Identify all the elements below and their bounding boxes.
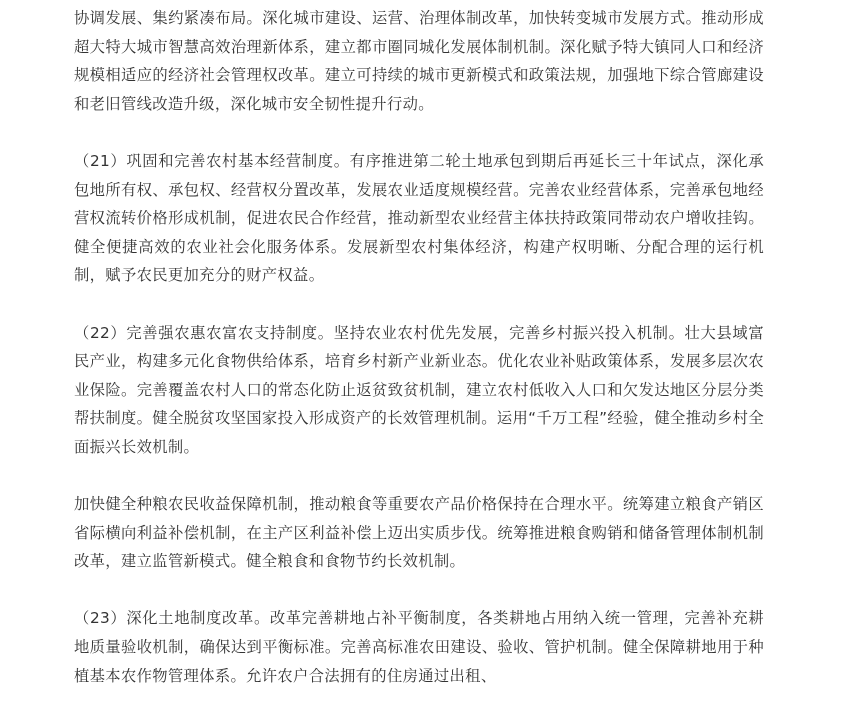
paragraph-grain-income: 加快健全种粮农民收益保障机制，推动粮食等重要农产品价格保持在合理水平。统筹建立粮食产销区省际横向利益补偿机制，在主产区利益补偿上迈出实质步伐。统筹推进粮食购销和储备管理体制机制改革，建立监管新模式。健全粮食和食物节约长效机制。 [74, 495, 764, 571]
paragraph-23-land-reform: （23）深化土地制度改革。改革完善耕地占补平衡制度，各类耕地占用纳入统一管理，完善补充耕地质量验收机制，确保达到平衡标准。完善高标准农田建设、验收、管护机制。健全保障耕地用于种植基本农作物管理体系。允许农户合法拥有的住房通过出租、 [74, 609, 764, 685]
paragraph-city-governance: 协调发展、集约紧凑布局。深化城市建设、运营、治理体制改革，加快转变城市发展方式。推动形成超大特大城市智慧高效治理新体系，建立都市圈同城化发展体制机制。深化赋予特大镇同人口和经济规模相适应的经济社会管理权改革。建立可持续的城市更新模式和政策法规，加强地下综合管廊建设和老旧管线改造升级，深化城市安全韧性提升行动。 [74, 9, 764, 113]
article-body [74, 4, 764, 719]
paragraph-22-farm-support: （22）完善强农惠农富农支持制度。坚持农业农村优先发展，完善乡村振兴投入机制。壮大县域富民产业，构建多元化食物供给体系，培育乡村新产业新业态。优化农业补贴政策体系，发展多层次农业保险。完善覆盖农村人口的常态化防止返贫致贫机制，建立农村低收入人口和欠发达地区分层分类帮扶制度。健全脱贫攻坚国家投入形成资产的长效管理机制。运用“千万工程”经验，健全推动乡村全面振兴长效机制。 [74, 323, 764, 456]
paragraph-21-rural-management: （21）巩固和完善农村基本经营制度。有序推进第二轮土地承包到期后再延长三十年试点，深化承包地所有权、承包权、经营权分置改革，发展农业适度规模经营。完善农业经营体系，完善承包地经营权流转价格形成机制，促进农民合作经营，推动新型农业经营主体扶持政策同带动农户增收挂钩。健全便捷高效的农业社会化服务体系。发展新型农村集体经济，构建产权明晰、分配合理的运行机制，赋予农民更加充分的财产权益。 [74, 151, 764, 285]
